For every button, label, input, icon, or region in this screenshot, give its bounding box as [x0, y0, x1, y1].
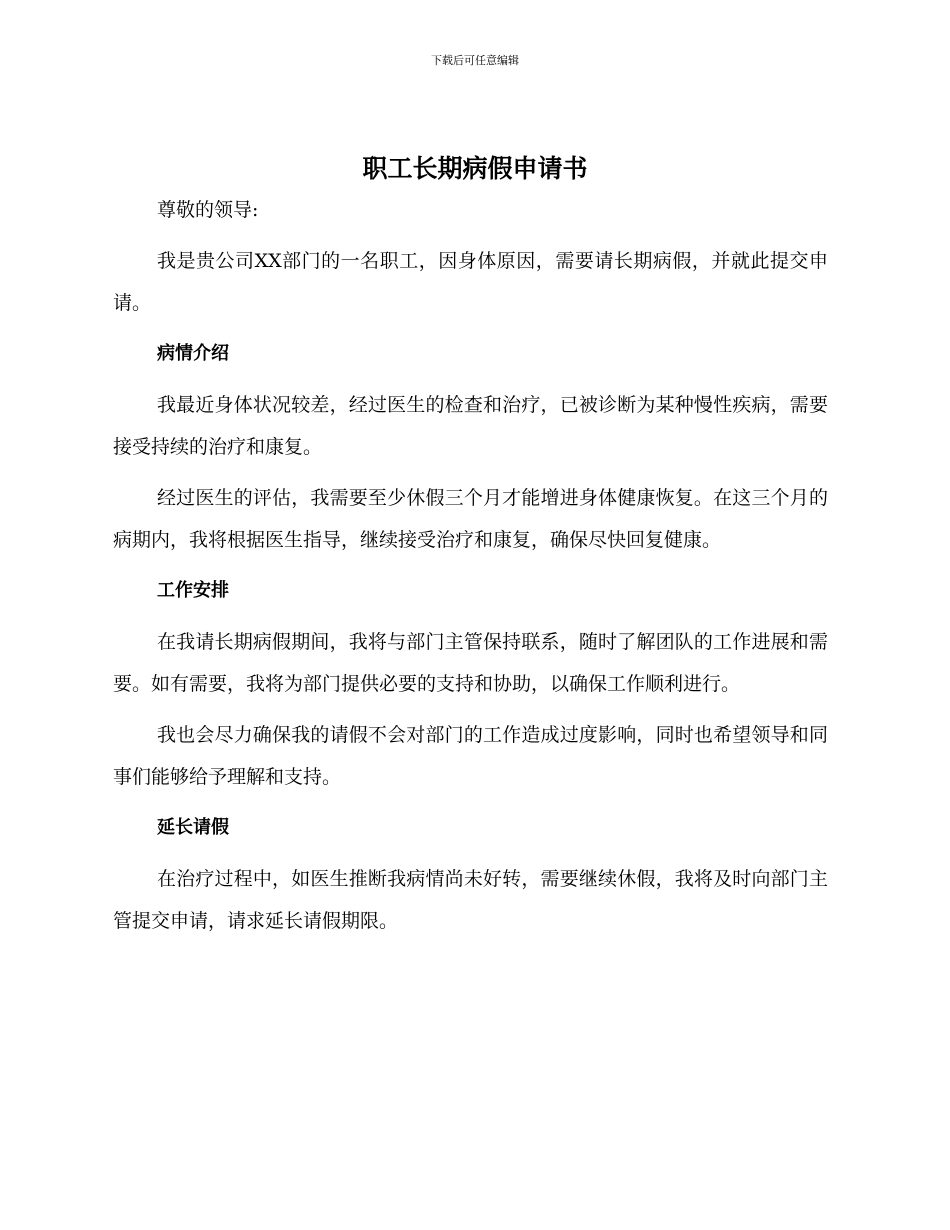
- paragraph: 在我请长期病假期间，我将与部门主管保持联系，随时了解团队的工作进展和需要。如有需要，我将为部门提供必要的支持和协助，以确保工作顺利进行。: [113, 631, 828, 695]
- section-heading-extension: 延长请假: [157, 817, 229, 838]
- paragraph: 在治疗过程中，如医生推断我病情尚未好转，需要继续休假，我将及时向部门主管提交申请，请求延长请假期限。: [113, 868, 828, 932]
- section-heading-work-arrangement: 工作安排: [157, 580, 229, 601]
- page-header-note: 下载后可任意编辑: [431, 54, 519, 67]
- paragraph: 我最近身体状况较差，经过医生的检查和治疗，已被诊断为某种慢性疾病，需要接受持续的治疗和康复。: [113, 394, 828, 458]
- paragraph: 经过医生的评估，我需要至少休假三个月才能增进身体健康恢复。在这三个月的病期内，我将根据医生指导，继续接受治疗和康复，确保尽快回复健康。: [113, 487, 828, 551]
- section-heading-condition: 病情介绍: [157, 343, 229, 364]
- intro-paragraph: 我是贵公司XX部门的一名职工，因身体原因，需要请长期病假，并就此提交申请。: [113, 250, 828, 314]
- document-body: [113, 189, 828, 951]
- document-title: 职工长期病假申请书: [362, 154, 588, 183]
- salutation: 尊敬的领导:: [157, 199, 259, 221]
- paragraph: 我也会尽力确保我的请假不会对部门的工作造成过度影响，同时也希望领导和同事们能够给予理解和支持。: [113, 724, 828, 788]
